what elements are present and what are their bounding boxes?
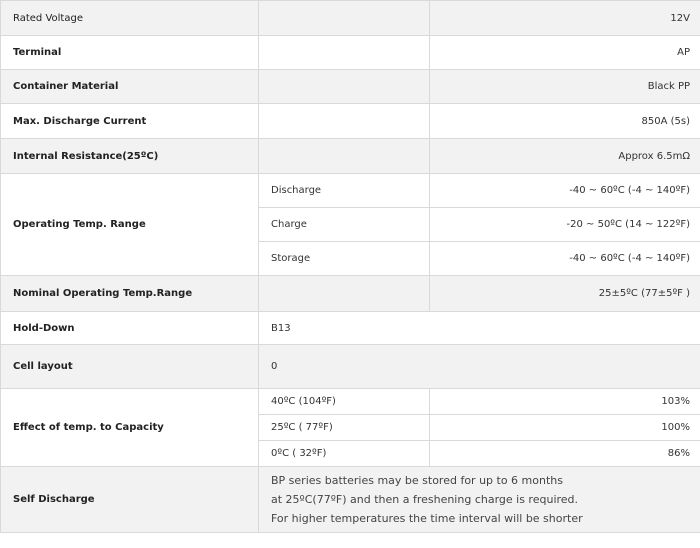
param-label: Operating Temp. Range — [1, 174, 259, 276]
empty-cell — [259, 70, 430, 104]
row-self-discharge — [1, 467, 700, 533]
sub-label: 40ºC (104ºF) — [259, 389, 430, 415]
param-value: AP — [430, 36, 700, 70]
row-internal-resistance — [1, 139, 700, 174]
param-value: 850A (5s) — [430, 104, 700, 139]
param-value: 12V — [430, 1, 700, 36]
param-value: 100% — [430, 415, 700, 441]
param-value: Approx 6.5mΩ — [430, 139, 700, 174]
sub-label: 0ºC ( 32ºF) — [259, 441, 430, 467]
empty-cell — [259, 276, 430, 312]
param-label: Container Material — [1, 70, 259, 104]
empty-cell — [259, 36, 430, 70]
param-label: Self Discharge — [1, 467, 259, 533]
row-max-discharge-current — [1, 104, 700, 139]
note-line: BP series batteries may be stored for up to 6 months — [271, 474, 563, 487]
param-label: Effect of temp. to Capacity — [1, 389, 259, 467]
param-label: Rated Voltage — [1, 1, 259, 36]
self-discharge-note — [259, 467, 700, 533]
param-label: Terminal — [1, 36, 259, 70]
row-terminal — [1, 36, 700, 70]
empty-cell — [259, 1, 430, 36]
param-label: Max. Discharge Current — [1, 104, 259, 139]
sub-label: Discharge — [259, 174, 430, 208]
param-label: Cell layout — [1, 345, 259, 389]
sub-label: Storage — [259, 242, 430, 276]
param-value: -40 ~ 60ºC (-4 ~ 140ºF) — [430, 242, 700, 276]
param-value: Black PP — [430, 70, 700, 104]
note-line: at 25ºC(77ºF) and then a freshening charge is required. — [271, 493, 579, 506]
param-label: Nominal Operating Temp.Range — [1, 276, 259, 312]
sub-label: 25ºC ( 77ºF) — [259, 415, 430, 441]
row-nominal-operating-temp — [1, 276, 700, 312]
row-hold-down — [1, 312, 700, 345]
param-label: Hold-Down — [1, 312, 259, 345]
param-label: Internal Resistance(25ºC) — [1, 139, 259, 174]
row-operating-temp-discharge — [1, 174, 700, 208]
param-value: -40 ~ 60ºC (-4 ~ 140ºF) — [430, 174, 700, 208]
param-value: 86% — [430, 441, 700, 467]
note-line: For higher temperatures the time interval will be shorter — [271, 512, 583, 525]
row-effect-temp-40 — [1, 389, 700, 415]
param-value: B13 — [259, 312, 700, 345]
row-cell-layout — [1, 345, 700, 389]
param-value: 0 — [259, 345, 700, 389]
row-rated-voltage — [1, 1, 700, 36]
empty-cell — [259, 139, 430, 174]
param-value: 25±5ºC (77±5ºF ) — [430, 276, 700, 312]
param-value: -20 ~ 50ºC (14 ~ 122ºF) — [430, 208, 700, 242]
param-value: 103% — [430, 389, 700, 415]
sub-label: Charge — [259, 208, 430, 242]
empty-cell — [259, 104, 430, 139]
row-container-material — [1, 70, 700, 104]
